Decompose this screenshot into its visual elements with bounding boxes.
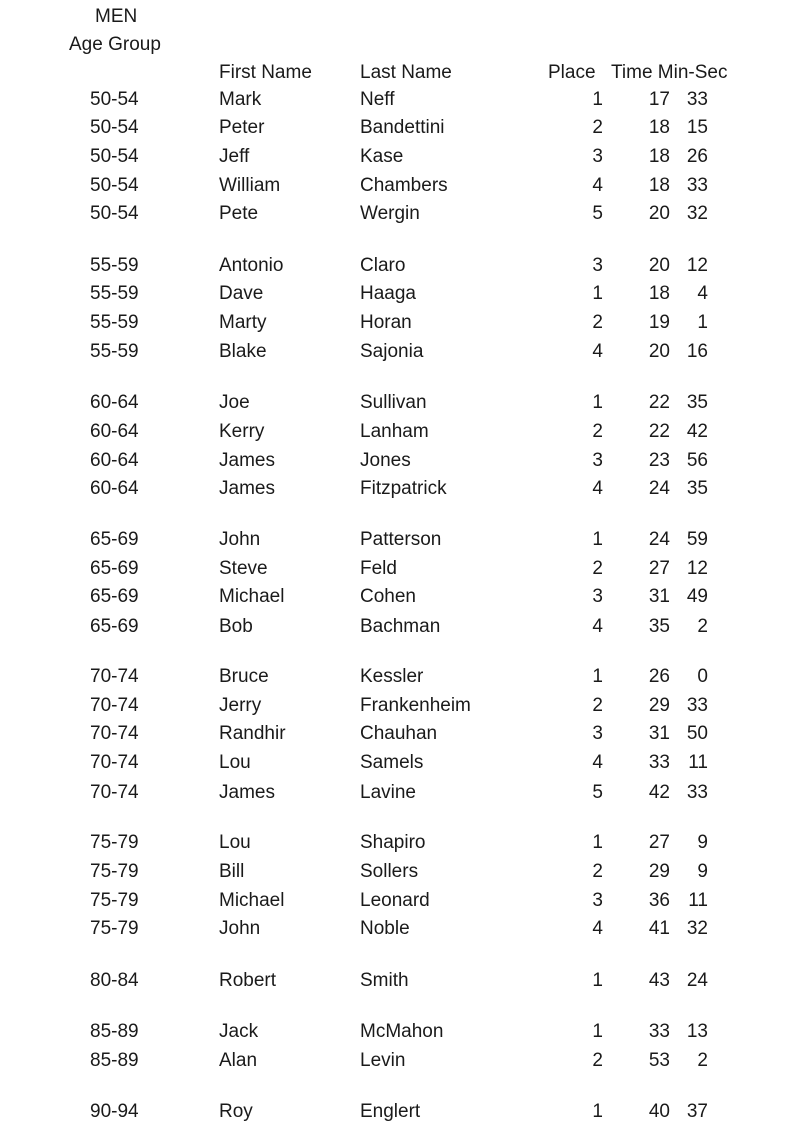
first-name-cell: Peter [219,117,265,138]
last-name-cell: Sollers [360,861,419,882]
place-cell: 1 [592,529,603,550]
last-name-cell: Fitzpatrick [360,478,447,499]
place-cell: 3 [592,450,603,471]
time-seconds-cell: 35 [686,392,708,413]
place-cell: 1 [592,666,603,687]
first-name-cell: Steve [219,558,268,579]
age-group-cell: 65-69 [90,586,139,607]
last-name-header: Last Name [360,62,452,83]
last-name-cell: Lavine [360,782,416,803]
time-seconds-cell: 32 [686,918,708,939]
sheet-title: MEN [95,6,138,27]
time-minutes-cell: 26 [648,666,670,687]
last-name-cell: Bandettini [360,117,445,138]
last-name-cell: Smith [360,970,409,991]
first-name-cell: Bob [219,616,253,637]
place-cell: 1 [592,832,603,853]
last-name-cell: Cohen [360,586,416,607]
first-name-cell: James [219,450,275,471]
last-name-cell: Wergin [360,203,420,224]
age-group-cell: 60-64 [90,421,139,442]
first-name-cell: John [219,918,261,939]
last-name-cell: Shapiro [360,832,426,853]
place-cell: 4 [592,616,603,637]
first-name-cell: Robert [219,970,277,991]
time-seconds-cell: 2 [697,1050,708,1071]
first-name-cell: James [219,478,275,499]
time-seconds-cell: 59 [686,529,708,550]
place-cell: 1 [592,1101,603,1122]
age-group-cell: 65-69 [90,616,139,637]
time-seconds-cell: 16 [686,341,708,362]
time-minutes-cell: 41 [648,918,670,939]
time-minutes-cell: 29 [648,695,670,716]
age-group-cell: 70-74 [90,695,139,716]
place-cell: 4 [592,175,603,196]
age-group-cell: 60-64 [90,392,139,413]
first-name-cell: Michael [219,890,285,911]
time-seconds-cell: 12 [686,558,708,579]
place-cell: 1 [592,1021,603,1042]
age-group-cell: 70-74 [90,752,139,773]
first-name-cell: John [219,529,261,550]
age-group-cell: 50-54 [90,146,139,167]
time-minutes-cell: 33 [648,1021,670,1042]
age-group-cell: 55-59 [90,312,139,333]
last-name-cell: Chauhan [360,723,438,744]
first-name-cell: Bill [219,861,245,882]
time-seconds-cell: 32 [686,203,708,224]
age-group-cell: 70-74 [90,782,139,803]
place-cell: 4 [592,752,603,773]
place-cell: 1 [592,89,603,110]
time-minutes-cell: 27 [648,832,670,853]
time-seconds-cell: 15 [686,117,708,138]
age-group-cell: 70-74 [90,723,139,744]
last-name-cell: Claro [360,255,406,276]
time-minutes-cell: 18 [648,117,670,138]
first-name-cell: Dave [219,283,264,304]
age-group-cell: 55-59 [90,283,139,304]
time-minutes-cell: 17 [648,89,670,110]
time-minutes-cell: 24 [648,478,670,499]
time-seconds-cell: 24 [686,970,708,991]
first-name-cell: William [219,175,281,196]
time-minutes-cell: 22 [648,392,670,413]
time-seconds-cell: 33 [686,175,708,196]
last-name-cell: Horan [360,312,412,333]
last-name-cell: Haaga [360,283,416,304]
first-name-cell: Mark [219,89,262,110]
time-seconds-cell: 12 [686,255,708,276]
first-name-cell: Marty [219,312,267,333]
age-group-cell: 85-89 [90,1050,139,1071]
first-name-cell: Randhir [219,723,286,744]
place-cell: 1 [592,392,603,413]
time-seconds-cell: 33 [686,695,708,716]
time-seconds-cell: 2 [697,616,708,637]
last-name-cell: Englert [360,1101,421,1122]
time-minutes-cell: 35 [648,616,670,637]
time-minutes-cell: 24 [648,529,670,550]
time-minutes-cell: 20 [648,341,670,362]
time-minutes-cell: 20 [648,255,670,276]
last-name-cell: Frankenheim [360,695,471,716]
last-name-cell: Levin [360,1050,406,1071]
age-group-cell: 75-79 [90,918,139,939]
time-minutes-cell: 43 [648,970,670,991]
age-group-cell: 50-54 [90,203,139,224]
age-group-cell: 75-79 [90,890,139,911]
time-seconds-cell: 33 [686,782,708,803]
place-cell: 2 [592,861,603,882]
place-cell: 3 [592,890,603,911]
age-group-cell: 65-69 [90,529,139,550]
place-cell: 2 [592,421,603,442]
place-cell: 4 [592,478,603,499]
first-name-cell: Pete [219,203,259,224]
time-seconds-cell: 13 [686,1021,708,1042]
time-seconds-cell: 11 [688,890,708,911]
last-name-cell: Chambers [360,175,448,196]
age-group-cell: 75-79 [90,832,139,853]
age-group-cell: 75-79 [90,861,139,882]
place-cell: 3 [592,586,603,607]
time-minutes-cell: 20 [648,203,670,224]
time-minutes-cell: 27 [648,558,670,579]
last-name-cell: Lanham [360,421,429,442]
time-seconds-cell: 42 [686,421,708,442]
place-cell: 5 [592,203,603,224]
time-seconds-cell: 26 [686,146,708,167]
time-seconds-cell: 11 [688,752,708,773]
last-name-cell: Bachman [360,616,441,637]
place-cell: 2 [592,695,603,716]
time-seconds-cell: 35 [686,478,708,499]
age-group-cell: 60-64 [90,450,139,471]
time-minutes-cell: 18 [648,146,670,167]
age-group-cell: 70-74 [90,666,139,687]
time-minutes-cell: 19 [648,312,670,333]
place-cell: 3 [592,255,603,276]
last-name-cell: Noble [360,918,410,939]
time-minutes-cell: 42 [648,782,670,803]
age-group-cell: 50-54 [90,175,139,196]
last-name-cell: Neff [360,89,395,110]
place-cell: 4 [592,918,603,939]
last-name-cell: Kase [360,146,404,167]
place-cell: 1 [592,283,603,304]
first-name-cell: Antonio [219,255,284,276]
age-group-cell: 85-89 [90,1021,139,1042]
time-seconds-cell: 33 [686,89,708,110]
place-cell: 2 [592,1050,603,1071]
time-seconds-cell: 9 [697,832,708,853]
time-minutes-cell: 31 [648,723,670,744]
first-name-cell: Blake [219,341,267,362]
time-seconds-cell: 1 [697,312,708,333]
first-name-cell: Jack [219,1021,259,1042]
time-header: Time Min-Sec [611,62,728,83]
time-seconds-cell: 56 [686,450,708,471]
place-cell: 2 [592,312,603,333]
first-name-cell: James [219,782,275,803]
age-group-header: Age Group [69,34,161,55]
first-name-cell: Michael [219,586,285,607]
age-group-cell: 50-54 [90,89,139,110]
time-seconds-cell: 4 [697,283,708,304]
age-group-cell: 55-59 [90,341,139,362]
age-group-cell: 60-64 [90,478,139,499]
first-name-cell: Jerry [219,695,262,716]
time-minutes-cell: 23 [648,450,670,471]
last-name-cell: Sullivan [360,392,427,413]
time-seconds-cell: 49 [686,586,708,607]
age-group-cell: 80-84 [90,970,139,991]
last-name-cell: Kessler [360,666,424,687]
place-header: Place [548,62,596,83]
first-name-cell: Lou [219,752,251,773]
time-seconds-cell: 50 [686,723,708,744]
time-minutes-cell: 53 [648,1050,670,1071]
first-name-header: First Name [219,62,312,83]
place-cell: 1 [592,970,603,991]
time-minutes-cell: 18 [648,283,670,304]
time-minutes-cell: 18 [648,175,670,196]
first-name-cell: Alan [219,1050,258,1071]
first-name-cell: Lou [219,832,251,853]
first-name-cell: Kerry [219,421,265,442]
time-minutes-cell: 40 [648,1101,670,1122]
place-cell: 5 [592,782,603,803]
first-name-cell: Bruce [219,666,269,687]
place-cell: 2 [592,117,603,138]
first-name-cell: Joe [219,392,250,413]
age-group-cell: 55-59 [90,255,139,276]
time-minutes-cell: 36 [648,890,670,911]
place-cell: 4 [592,341,603,362]
age-group-cell: 50-54 [90,117,139,138]
time-minutes-cell: 31 [648,586,670,607]
time-minutes-cell: 33 [648,752,670,773]
last-name-cell: McMahon [360,1021,444,1042]
first-name-cell: Roy [219,1101,253,1122]
last-name-cell: Patterson [360,529,442,550]
first-name-cell: Jeff [219,146,250,167]
time-minutes-cell: 29 [648,861,670,882]
last-name-cell: Jones [360,450,411,471]
last-name-cell: Sajonia [360,341,424,362]
last-name-cell: Samels [360,752,424,773]
place-cell: 2 [592,558,603,579]
age-group-cell: 90-94 [90,1101,139,1122]
time-minutes-cell: 22 [648,421,670,442]
time-seconds-cell: 37 [686,1101,708,1122]
last-name-cell: Feld [360,558,397,579]
time-seconds-cell: 0 [697,666,708,687]
last-name-cell: Leonard [360,890,430,911]
age-group-cell: 65-69 [90,558,139,579]
place-cell: 3 [592,146,603,167]
time-seconds-cell: 9 [697,861,708,882]
place-cell: 3 [592,723,603,744]
